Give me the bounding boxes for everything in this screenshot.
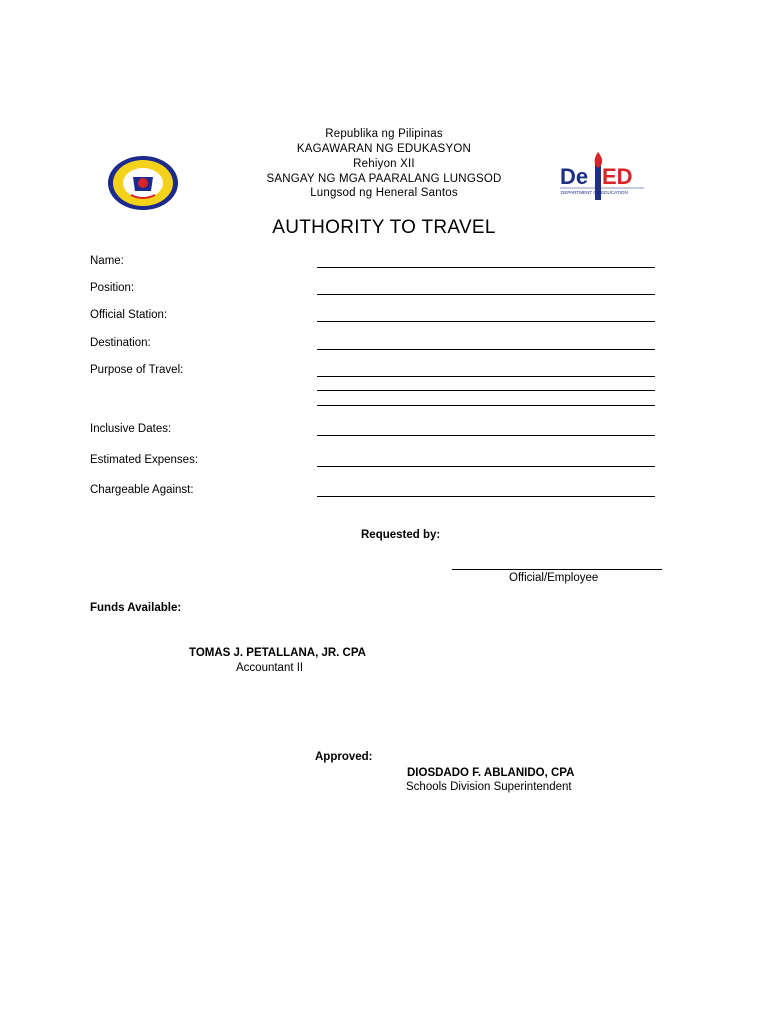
field-line-purpose-1[interactable] <box>317 376 655 377</box>
header-department: KAGAWARAN NG EDUKASYON <box>296 143 472 155</box>
funds-available-label: Funds Available: <box>90 602 182 614</box>
header-republic: Republika ng Pilipinas <box>325 128 443 140</box>
field-line-estimated-expenses[interactable] <box>317 466 655 467</box>
field-label-purpose: Purpose of Travel: <box>90 364 184 376</box>
svg-text:ED: ED <box>602 164 633 189</box>
field-line-purpose-3[interactable] <box>317 405 655 406</box>
field-line-inclusive-dates[interactable] <box>317 435 655 436</box>
field-line-name[interactable] <box>317 267 655 268</box>
svg-text:De: De <box>560 164 589 189</box>
official-employee-caption: Official/Employee <box>509 572 599 584</box>
field-label-estimated-expenses: Estimated Expenses: <box>90 454 199 466</box>
field-line-position[interactable] <box>317 294 655 295</box>
header-city: Lungsod ng Heneral Santos <box>310 187 458 199</box>
field-label-official-station: Official Station: <box>90 309 168 321</box>
field-line-official-station[interactable] <box>317 321 655 322</box>
requester-signature-line[interactable] <box>452 569 662 570</box>
field-label-position: Position: <box>90 282 135 294</box>
form-title: AUTHORITY TO TRAVEL <box>272 217 496 238</box>
field-line-purpose-2[interactable] <box>317 390 655 391</box>
accountant-position: Accountant II <box>236 662 304 674</box>
superintendent-name: DIOSDADO F. ABLANIDO, CPA <box>407 767 575 779</box>
accountant-name: TOMAS J. PETALLANA, JR. CPA <box>189 647 366 659</box>
svg-text:DEPARTMENT OF EDUCATION: DEPARTMENT OF EDUCATION <box>561 190 628 195</box>
field-line-chargeable-against[interactable] <box>317 496 655 497</box>
requested-by-label: Requested by: <box>361 529 441 541</box>
superintendent-position: Schools Division Superintendent <box>406 781 572 793</box>
field-label-name: Name: <box>90 255 124 267</box>
header-division: SANGAY NG MGA PAARALANG LUNGSOD <box>266 173 502 185</box>
header-region: Rehiyon XII <box>353 158 415 170</box>
field-label-inclusive-dates: Inclusive Dates: <box>90 423 172 435</box>
deped-logo <box>558 150 648 206</box>
field-line-destination[interactable] <box>317 349 655 350</box>
field-label-destination: Destination: <box>90 337 151 349</box>
field-label-chargeable-against: Chargeable Against: <box>90 484 194 496</box>
approved-label: Approved: <box>315 751 373 763</box>
